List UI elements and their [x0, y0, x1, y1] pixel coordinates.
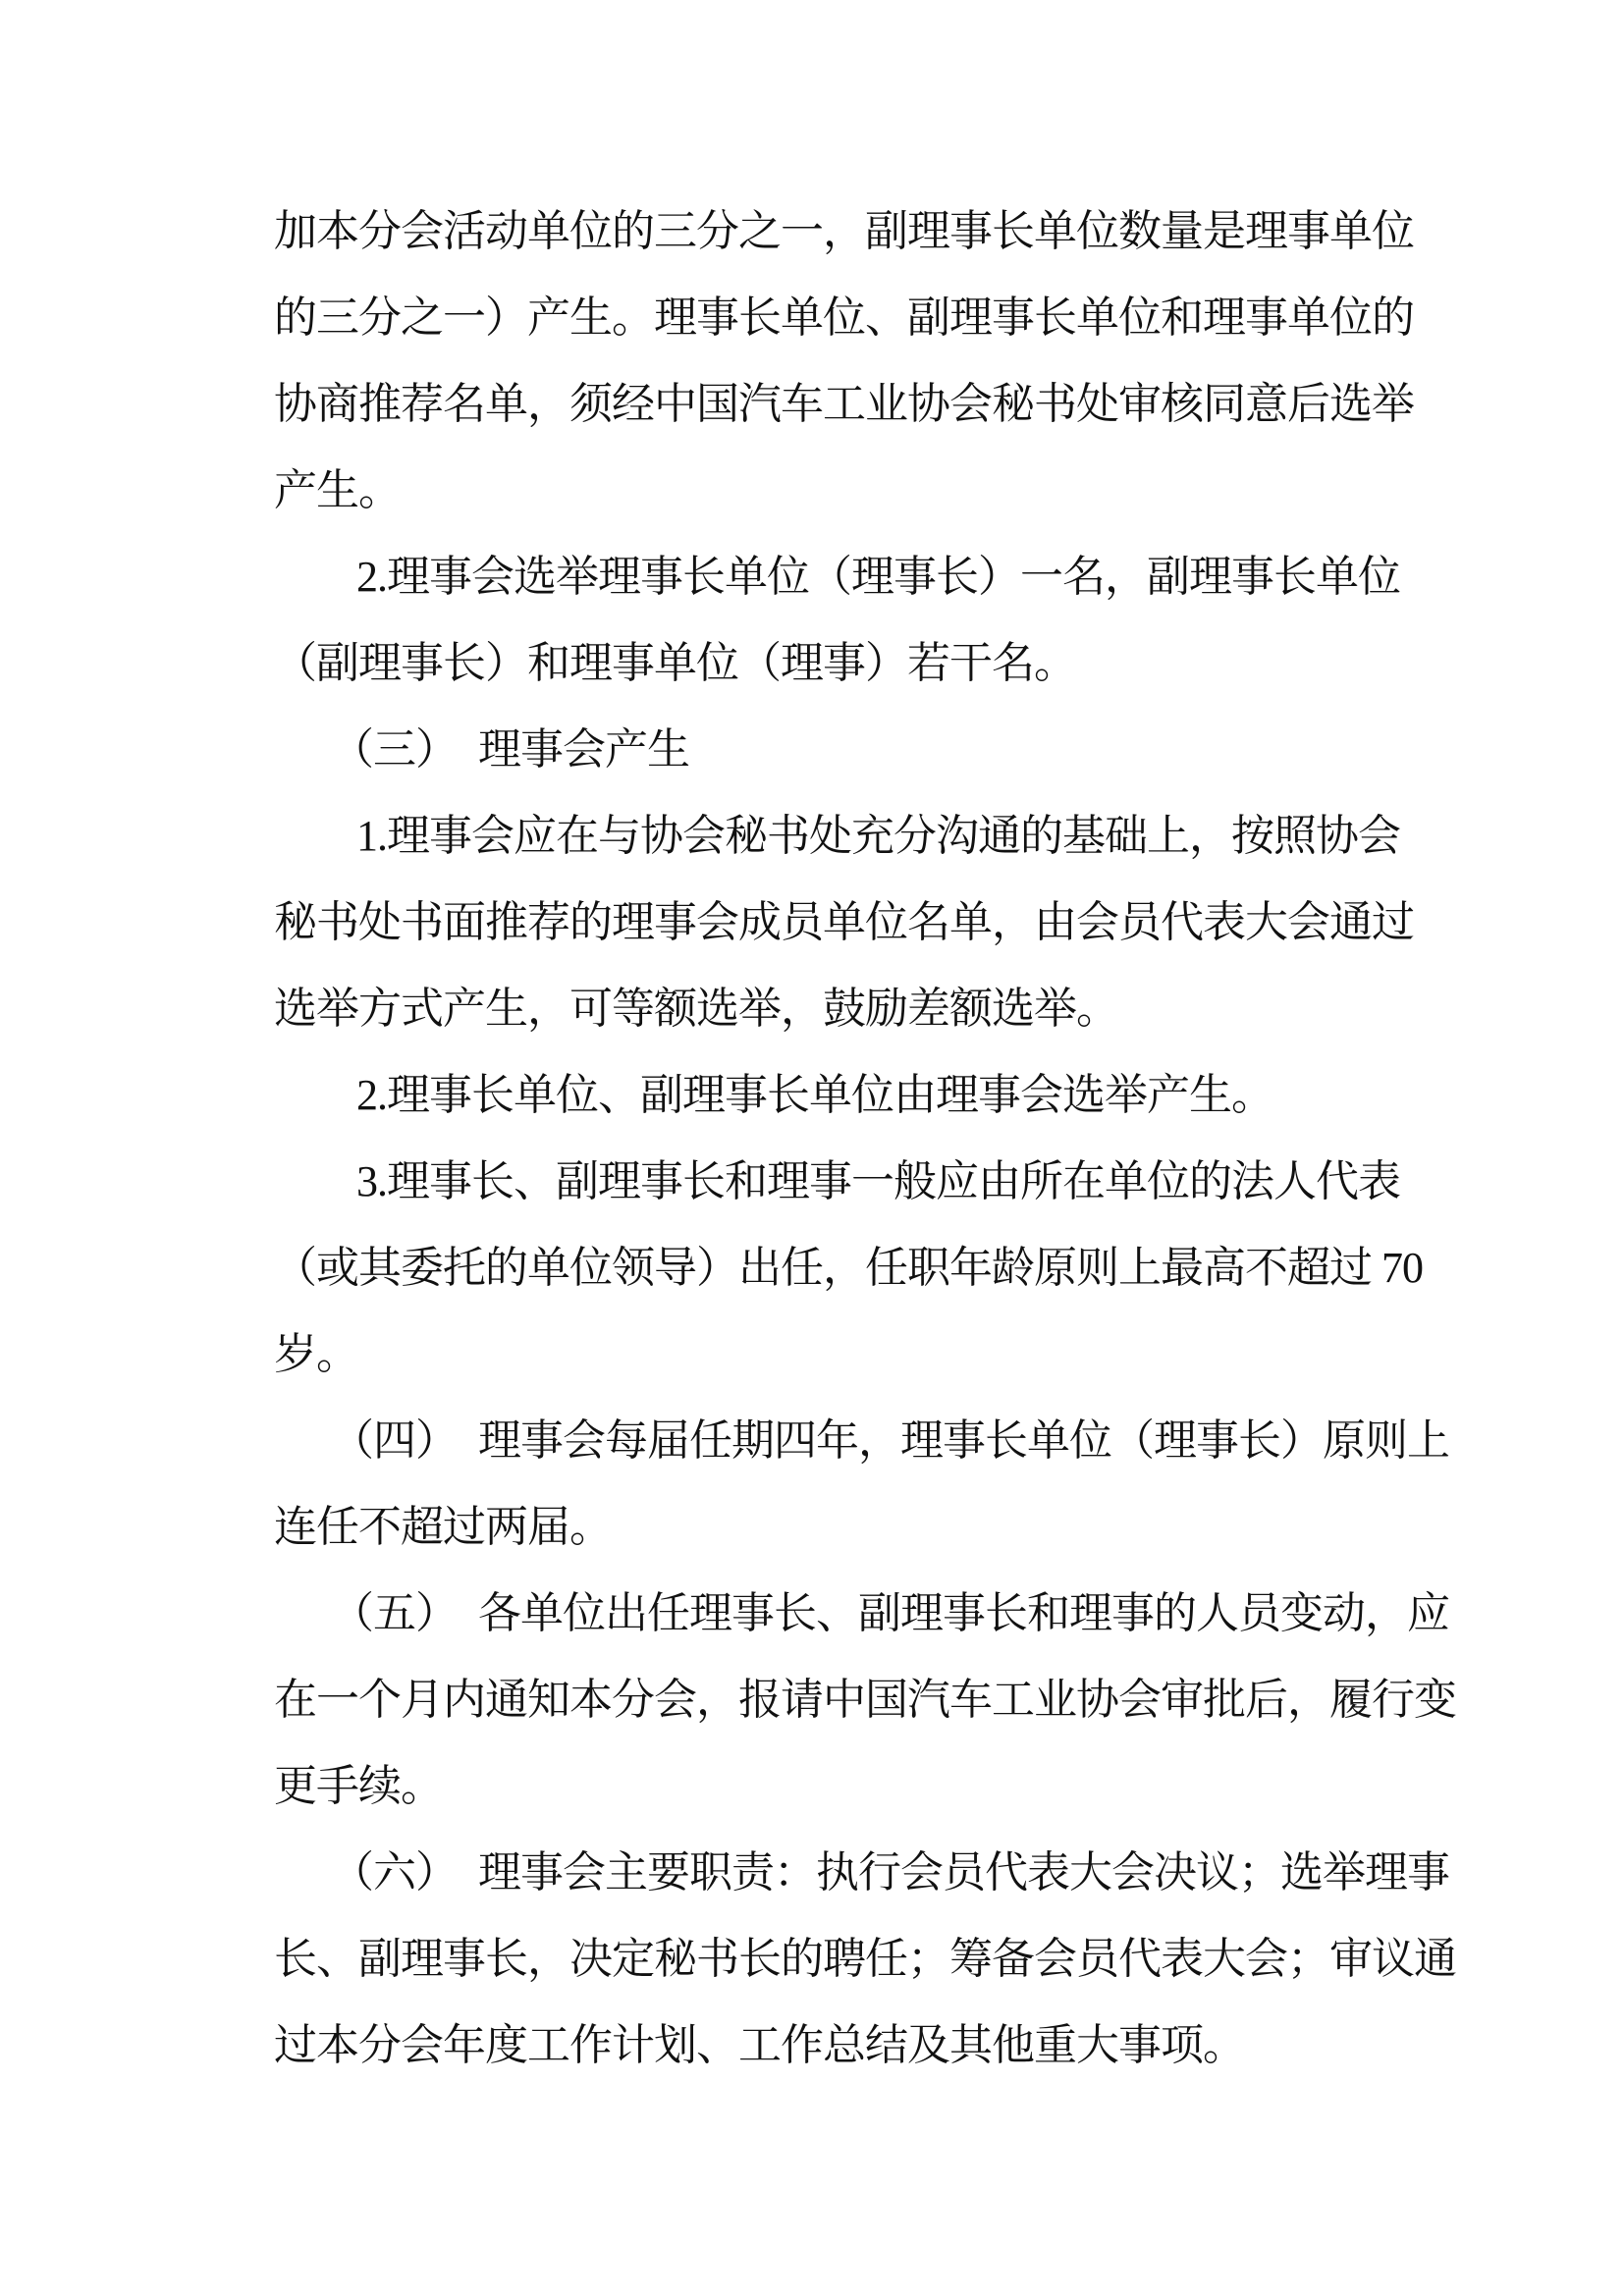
text-line: 2.理事会选举理事长单位（理事长）一名，副理事长单位 [356, 553, 1400, 601]
text-line: 1.理事会应在与协会秘书处充分沟通的基础上，按照协会 [356, 812, 1400, 860]
text-line: 更手续。 [274, 1762, 443, 1810]
text-line: （三） 理事会产生 [331, 725, 689, 774]
text-line: （副理事长）和理事单位（理事）若干名。 [274, 639, 1076, 687]
text-line: （或其委托的单位领导）出任，任职年龄原则上最高不超过 70 [274, 1244, 1423, 1292]
text-line: 长、副理事长，决定秘书长的聘任；筹备会员代表大会；审议通 [274, 1935, 1456, 1983]
text-line: （五） 各单位出任理事长、副理事长和理事的人员变动，应 [331, 1589, 1449, 1637]
text-line: 岁。 [274, 1330, 358, 1378]
text-line: 在一个月内通知本分会，报请中国汽车工业协会审批后，履行变 [274, 1676, 1456, 1724]
text-line: 协商推荐名单，须经中国汽车工业协会秘书处审核同意后选举 [274, 380, 1414, 428]
text-line: 加本分会活动单位的三分之一，副理事长单位数量是理事单位 [274, 207, 1414, 255]
text-line: 秘书处书面推荐的理事会成员单位名单，由会员代表大会通过 [274, 898, 1414, 946]
text-line: 2.理事长单位、副理事长单位由理事会选举产生。 [356, 1071, 1273, 1119]
document-body [274, 188, 1456, 2089]
text-line: 选举方式产生，可等额选举，鼓励差额选举。 [274, 985, 1118, 1033]
text-line: 连任不超过两届。 [274, 1503, 612, 1551]
text-line: （六） 理事会主要职责：执行会员代表大会决议；选举理事 [331, 1848, 1449, 1896]
text-line: （四） 理事会每届任期四年，理事长单位（理事长）原则上 [331, 1416, 1449, 1465]
text-line: 的三分之一）产生。理事长单位、副理事长单位和理事单位的 [274, 294, 1414, 342]
text-line: 3.理事长、副理事长和理事一般应由所在单位的法人代表 [356, 1157, 1400, 1205]
text-line: 过本分会年度工作计划、工作总结及其他重大事项。 [274, 2021, 1245, 2069]
text-line: 产生。 [274, 466, 401, 514]
